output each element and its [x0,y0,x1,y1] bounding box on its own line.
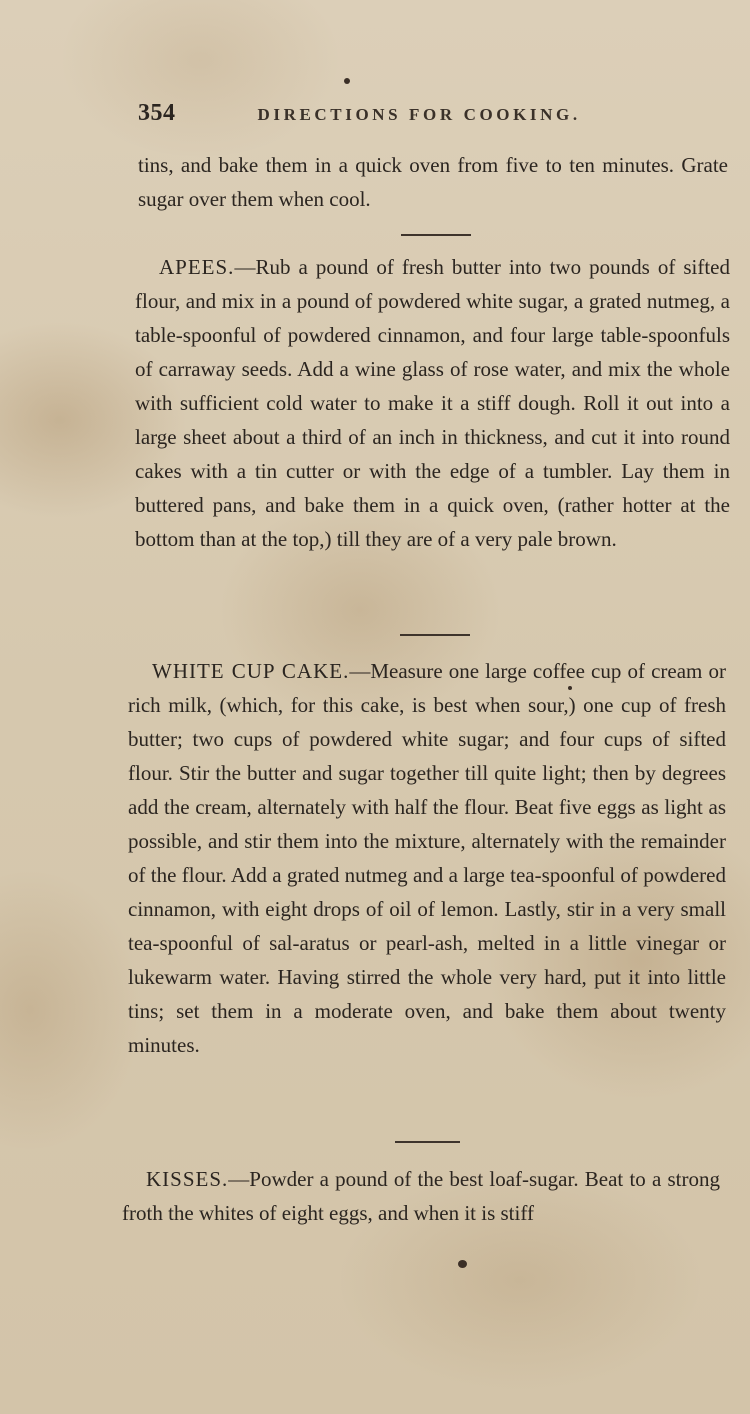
recipe-body: —Rub a pound of fresh butter into two pounds of sifted flour, and mix in a pound of powdered white sugar, a grated nutmeg, a table-spoonful of powdered cinnamon, and four large table-spoonfuls of carraway seeds. Add a wine glass of rose water, and mix the whole with sufficient cold water to make it a stiff dough. Roll it out into a large sheet about a third of an inch in thickness, and cut it into round cakes with a tin cutter or with the edge of a tumbler. Lay them in buttered pans, and bake them in a quick oven, (rather hotter at the bottom than at the top,) till they are of a very pale brown. [135,255,730,551]
recipe-title: WHITE CUP CAKE. [152,659,350,683]
recipe-title: KISSES. [146,1167,229,1191]
ink-speck [568,686,572,690]
recipe-kisses [122,1162,720,1230]
recipe-body: —Measure one large coffee cup of cream or rich milk, (which, for this cake, is best when sour,) one cup of fresh butter; two cups of powdered white sugar; and four cups of sifted flour. Stir the butter and sugar together till quite light; then by degrees add the cream, alternately with half the flour. Beat five eggs as light as possible, and stir them into the mixture, alternately with the remainder of the flour. Add a grated nutmeg and a large tea-spoonful of powdered cinnamon, with eight drops of oil of lemon. Lastly, stir in a very small tea-spoonful of sal-aratus or pearl-ash, melted in a little vinegar or lukewarm water. Having stirred the whole very hard, put it into little tins; set them in a moderate oven, and bake them about twenty minutes. [128,659,726,1057]
recipe-paragraph [135,250,730,556]
recipe-paragraph [128,654,726,1062]
section-divider [395,1141,460,1143]
page-header [138,100,638,134]
running-head: DIRECTIONS FOR COOKING. [257,105,581,124]
page-number: 354 [138,100,176,126]
section-divider [400,634,470,636]
continued-paragraph [138,148,728,216]
recipe-white-cup-cake [128,654,726,1062]
recipe-body: —Powder a pound of the best loaf-sugar. Beat to a strong froth the whites of eight eggs, and when it is stiff [122,1167,720,1225]
recipe-apees [135,250,730,556]
continued-paragraph-text: tins, and bake them in a quick oven from five to ten minutes. Grate sugar over them when cool. [138,153,728,211]
recipe-title: APEES. [159,255,235,279]
recipe-paragraph [122,1162,720,1230]
ink-speck [458,1260,467,1268]
section-divider [401,234,471,236]
ink-speck [344,78,350,84]
